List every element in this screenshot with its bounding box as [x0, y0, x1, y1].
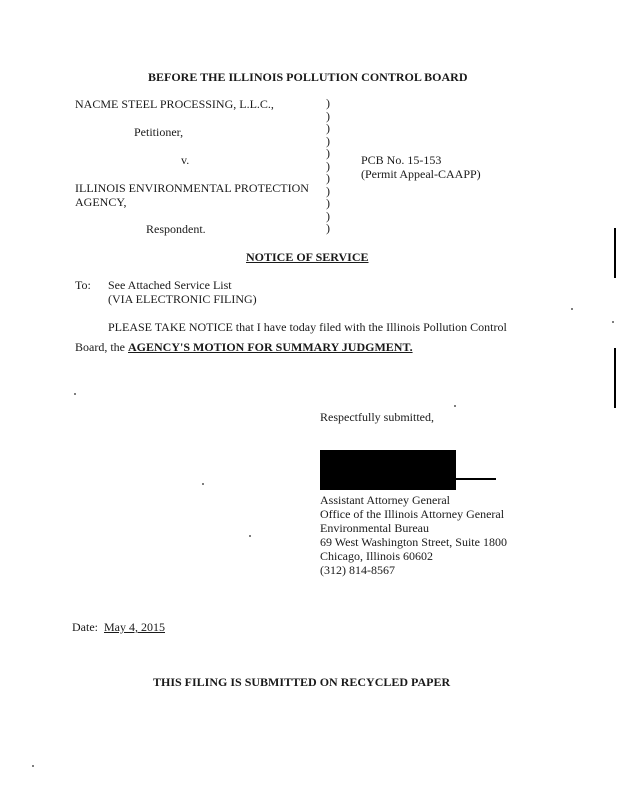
- signer-bureau: Environmental Bureau: [320, 521, 429, 535]
- body-line-1: PLEASE TAKE NOTICE that I have today filed with the Illinois Pollution Control: [108, 320, 507, 334]
- redaction-box: [320, 450, 456, 490]
- petitioner-name: NACME STEEL PROCESSING, L.L.C.,: [75, 97, 274, 111]
- paren: ): [326, 108, 330, 123]
- to-label: To:: [75, 278, 91, 292]
- versus-label: v.: [181, 153, 190, 167]
- respondent-role: Respondent.: [146, 222, 206, 236]
- paren: ): [326, 121, 330, 135]
- paren: ): [326, 221, 330, 235]
- signer-street: 69 West Washington Street, Suite 1800: [320, 535, 507, 549]
- signer-title: Assistant Attorney General: [320, 493, 450, 507]
- body-line-2: [75, 340, 413, 354]
- notice-title: NOTICE OF SERVICE: [246, 250, 369, 264]
- filing-method-line: (VIA ELECTRONIC FILING): [108, 292, 257, 306]
- board-header: BEFORE THE ILLINOIS POLLUTION CONTROL BOARD: [148, 70, 468, 84]
- paren: ): [326, 171, 330, 185]
- case-type: (Permit Appeal-CAAPP): [361, 167, 481, 181]
- margin-scan-mark: [614, 348, 616, 408]
- case-number: PCB No. 15-153: [361, 153, 442, 167]
- scan-speck: [74, 393, 76, 395]
- scan-speck: [571, 308, 573, 310]
- scan-speck: [612, 321, 614, 323]
- respondent-name-line1: ILLINOIS ENVIRONMENTAL PROTECTION: [75, 181, 309, 195]
- paren: ): [326, 196, 330, 210]
- date-value: May 4, 2015: [104, 620, 165, 634]
- paren: ): [326, 183, 330, 198]
- paren: ): [326, 158, 330, 173]
- signer-phone: (312) 814-8567: [320, 563, 395, 577]
- date-label: Date:: [72, 620, 98, 634]
- paren: ): [326, 96, 330, 110]
- paren: ): [326, 146, 330, 160]
- scan-speck: [454, 405, 456, 407]
- closing-text: Respectfully submitted,: [320, 410, 434, 424]
- margin-scan-mark: [614, 228, 616, 278]
- scan-speck: [32, 765, 34, 767]
- recycled-paper-footer: THIS FILING IS SUBMITTED ON RECYCLED PAPER: [153, 675, 451, 689]
- paren: ): [326, 208, 330, 223]
- signer-city: Chicago, Illinois 60602: [320, 549, 433, 563]
- caption-paren-column: [326, 97, 334, 235]
- service-list-line: See Attached Service List: [108, 278, 232, 292]
- signature-line: [456, 478, 496, 480]
- signer-office: Office of the Illinois Attorney General: [320, 507, 505, 521]
- scan-speck: [249, 535, 251, 537]
- petitioner-role: Petitioner,: [134, 125, 184, 139]
- motion-title: AGENCY'S MOTION FOR SUMMARY JUDGMENT.: [128, 340, 413, 354]
- body-line-2-prefix: Board, the: [75, 340, 128, 354]
- respondent-name-line2: AGENCY,: [75, 195, 127, 209]
- scan-speck: [202, 483, 204, 485]
- paren: ): [326, 133, 330, 148]
